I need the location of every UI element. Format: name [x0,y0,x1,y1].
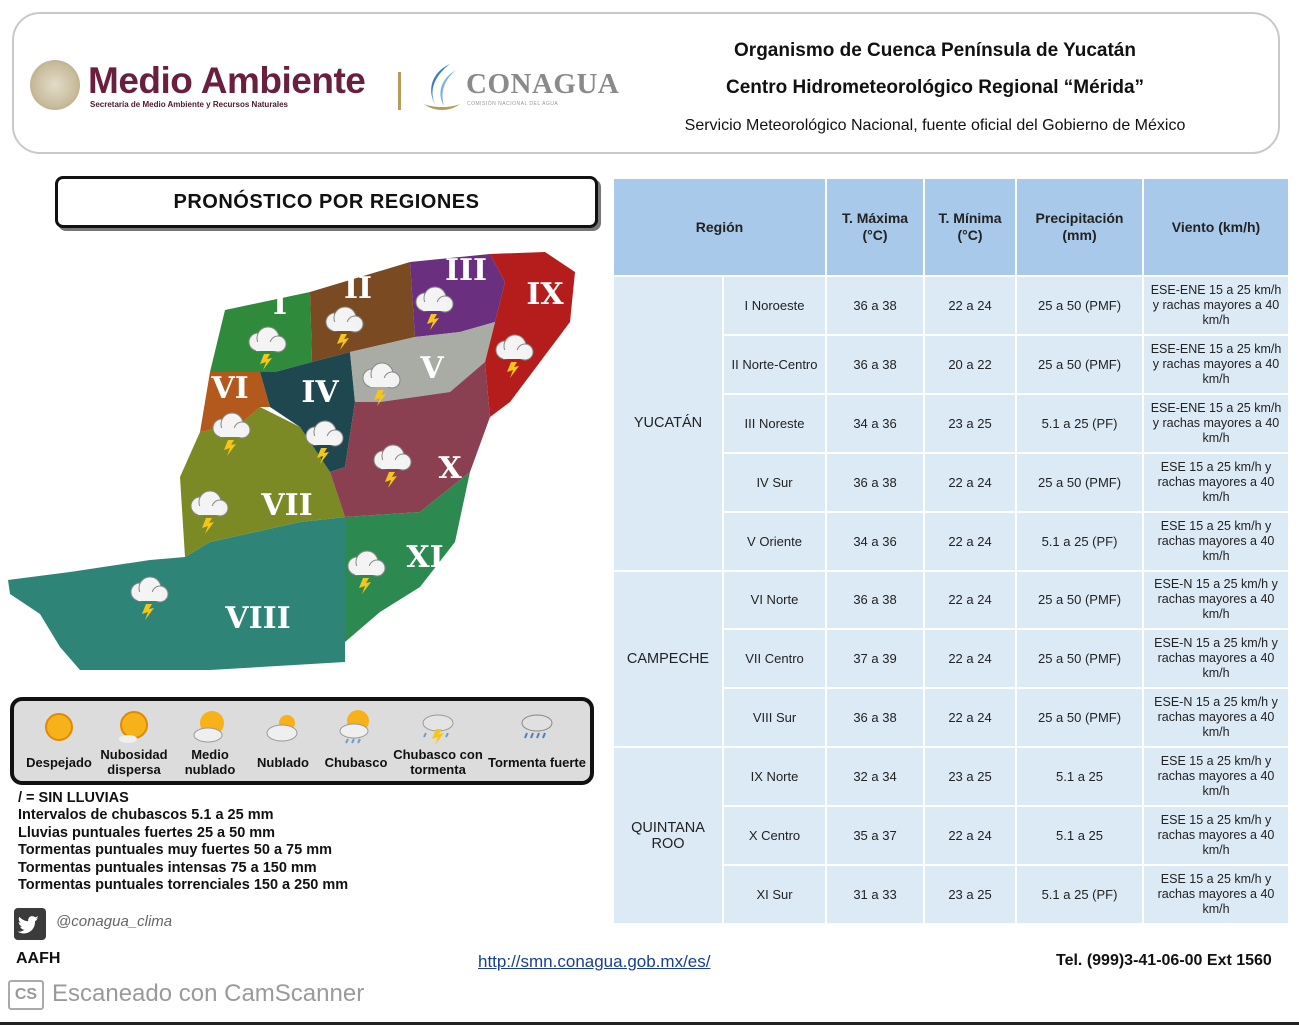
region-cell: I Noroeste [723,276,826,335]
bottom-border [0,1022,1299,1025]
precip-scale-item: Tormentas puntuales torrenciales 150 a 250 mm [18,877,349,894]
legend-item: Chubasco [320,709,392,770]
region-cell: IV Sur [723,453,826,512]
tmax-cell: 36 a 38 [826,688,924,747]
legend-item: Nublado [250,709,316,770]
precip-cell: 5.1 a 25 [1016,747,1143,806]
legend-item: Chubasco con tormenta [392,709,484,777]
legend-item: Tormenta fuerte [482,709,592,770]
camscanner-watermark: Escaneado con CamScanner [52,980,365,1007]
precip-cell: 25 a 50 (PMF) [1016,276,1143,335]
tmin-cell: 22 a 24 [924,276,1016,335]
cloud-icon [265,709,301,745]
rain-lightning-icon [420,709,456,745]
map-label: VIII [225,601,291,636]
wind-cell: ESE 15 a 25 km/h y rachas mayores a 40 km/h [1143,747,1289,806]
wind-cell: ESE-N 15 a 25 km/h y rachas mayores a 40 km/h [1143,688,1289,747]
tmax-cell: 36 a 38 [826,335,924,394]
table-row [613,276,1289,335]
section-title: PRONÓSTICO POR REGIONES [55,176,598,228]
mexico-seal-icon [30,60,80,110]
wind-cell: ESE 15 a 25 km/h y rachas mayores a 40 km/h [1143,512,1289,571]
map-label: III [444,253,488,288]
author-initials: AAFH [16,950,61,967]
tmax-cell: 31 a 33 [826,865,924,924]
precip-cell: 25 a 50 (PMF) [1016,629,1143,688]
tmax-cell: 36 a 38 [826,571,924,630]
region-cell: VIII Sur [723,688,826,747]
agency-subtitle: COMISIÓN NACIONAL DEL AGUA [467,101,559,107]
state-cell: QUINTANA ROO [613,747,723,924]
forecast-table [612,177,1290,925]
map-label: II [343,271,373,306]
wind-cell: ESE-ENE 15 a 25 km/h y rachas mayores a 40 km/h [1143,335,1289,394]
org-line-3: Servicio Meteorológico Nacional, fuente oficial del Gobierno de México [684,117,1186,134]
region-cell: X Centro [723,806,826,865]
storm-icon [519,709,555,745]
table-row [613,747,1289,806]
header-precip: Precipitación (mm) [1016,178,1143,276]
logo-divider [398,72,401,110]
tmin-cell: 23 a 25 [924,747,1016,806]
header-tmax: T. Máxima (°C) [826,178,924,276]
header-tmin: T. Mínima (°C) [924,178,1016,276]
org-line-1: Organismo de Cuenca Península de Yucatán [734,40,1136,61]
precip-scale [18,790,348,894]
precip-scale-item: Tormentas puntuales intensas 75 a 150 mm [18,859,317,876]
org-line-2: Centro Hidrometeorológico Regional “Mérida” [725,77,1145,98]
region-cell: XI Sur [723,865,826,924]
precip-cell: 25 a 50 (PMF) [1016,453,1143,512]
tmin-cell: 20 a 22 [924,335,1016,394]
precip-scale-item: / = SIN LLUVIAS [18,790,129,806]
map-label: IV [301,375,339,410]
map-label: VII [261,488,313,523]
precip-cell: 5.1 a 25 (PF) [1016,394,1143,453]
region-cell: VII Centro [723,629,826,688]
precip-cell: 5.1 a 25 (PF) [1016,512,1143,571]
yucatan-region-map [0,242,600,682]
agency-title: CONAGUA [466,68,620,100]
wind-cell: ESE-N 15 a 25 km/h y rachas mayores a 40 km/h [1143,629,1289,688]
map-label: IX [526,277,564,312]
wind-cell: ESE 15 a 25 km/h y rachas mayores a 40 km/h [1143,453,1289,512]
precip-cell: 5.1 a 25 (PF) [1016,865,1143,924]
tmin-cell: 22 a 24 [924,688,1016,747]
weather-legend [10,697,594,785]
precip-scale-item: Intervalos de chubascos 5.1 a 25 mm [18,807,274,824]
legend-item: Despejado [22,709,96,770]
tmin-cell: 23 a 25 [924,394,1016,453]
tmax-cell: 34 a 36 [826,394,924,453]
wind-cell: ESE-N 15 a 25 km/h y rachas mayores a 40 km/h [1143,571,1289,630]
precip-scale-item: Tormentas puntuales muy fuertes 50 a 75 mm [18,842,333,859]
sun-small-cloud-icon [116,709,152,745]
map-label: X [438,451,462,486]
wind-cell: ESE-ENE 15 a 25 km/h y rachas mayores a 40 km/h [1143,276,1289,335]
legend-item: Nubosidad dispersa [96,709,172,777]
map-region-viii [8,517,345,670]
precip-cell: 25 a 50 (PMF) [1016,335,1143,394]
ministry-subtitle: Secretaría de Medio Ambiente y Recursos Naturales [90,100,288,109]
tmin-cell: 22 a 24 [924,571,1016,630]
conagua-logo-icon [420,60,464,114]
tmax-cell: 32 a 34 [826,747,924,806]
tmax-cell: 37 a 39 [826,629,924,688]
tmin-cell: 22 a 24 [924,629,1016,688]
map-label: XI [406,540,444,575]
precip-cell: 5.1 a 25 [1016,806,1143,865]
map-label: VI [211,371,249,406]
region-cell: III Noreste [723,394,826,453]
map-label: I [272,287,288,322]
website-link[interactable]: http://smn.conagua.gob.mx/es/ [478,952,711,971]
tmin-cell: 23 a 25 [924,865,1016,924]
region-cell: V Oriente [723,512,826,571]
phone-number: Tel. (999)3-41-06-00 Ext 1560 [1056,952,1272,969]
tmin-cell: 22 a 24 [924,453,1016,512]
precip-scale-item: Lluvias puntuales fuertes 25 a 50 mm [18,824,276,841]
camscanner-logo-icon: CS [8,980,44,1010]
state-cell: CAMPECHE [613,571,723,748]
map-label: V [420,351,444,386]
header-region: Región [613,178,826,276]
ministry-title: Medio Ambiente [88,60,366,101]
wind-cell: ESE 15 a 25 km/h y rachas mayores a 40 km/h [1143,806,1289,865]
legend-item: Medio nublado [174,709,246,777]
tmax-cell: 35 a 37 [826,806,924,865]
tmin-cell: 22 a 24 [924,512,1016,571]
precip-cell: 25 a 50 (PMF) [1016,571,1143,630]
wind-cell: ESE-ENE 15 a 25 km/h y rachas mayores a 40 km/h [1143,394,1289,453]
forecast-table-container [612,177,1288,925]
region-cell: IX Norte [723,747,826,806]
tmax-cell: 34 a 36 [826,512,924,571]
twitter-icon[interactable] [14,908,46,940]
sun-rain-icon [338,709,374,745]
sun-icon [41,709,77,745]
state-cell: YUCATÁN [613,276,723,571]
region-cell: II Norte-Centro [723,335,826,394]
header-wind: Viento (km/h) [1143,178,1289,276]
sun-cloud-icon [192,709,228,745]
region-cell: VI Norte [723,571,826,630]
tmax-cell: 36 a 38 [826,276,924,335]
tmax-cell: 36 a 38 [826,453,924,512]
twitter-handle[interactable]: @conagua_clima [56,913,173,930]
table-header-row [613,178,1289,276]
tmin-cell: 22 a 24 [924,806,1016,865]
table-row [613,571,1289,630]
wind-cell: ESE 15 a 25 km/h y rachas mayores a 40 km/h [1143,865,1289,924]
precip-cell: 25 a 50 (PMF) [1016,688,1143,747]
